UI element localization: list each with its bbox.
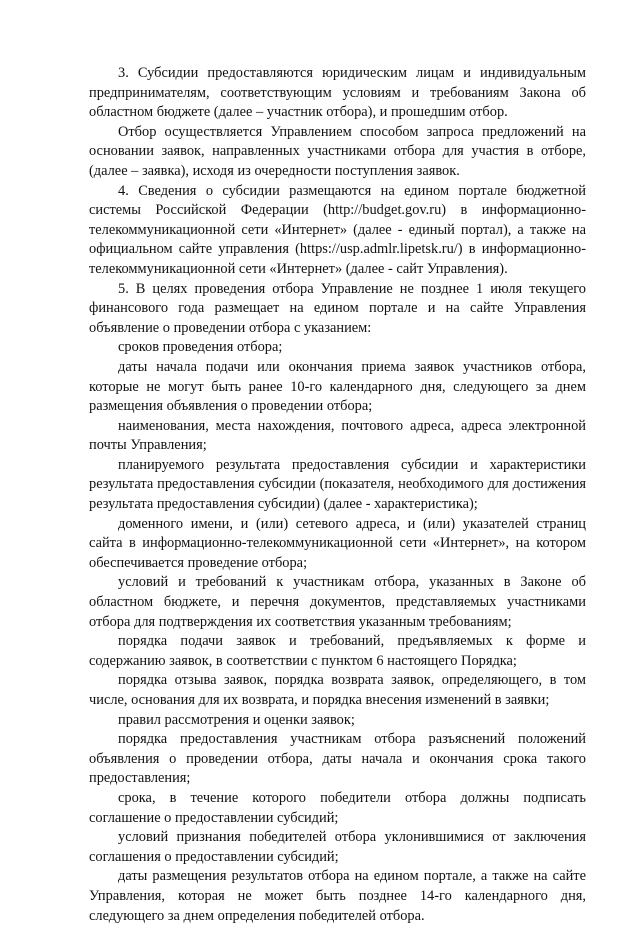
list-item-clarifications: порядка предоставления участникам отбора разъяснений положений объявления о проведении отбора, даты начала и окончания срока такого предоставления; (89, 731, 586, 787)
list-item-participant-requirements: условий и требований к участникам отбора, указанных в Законе об областном бюджете, и перечня документов, представляемых участниками отбора для подтверждения их соответствия указанным требованиям; (89, 574, 586, 630)
paragraph-selection-method: Отбор осуществляется Управлением способом запроса предложений на основании заявок, направленных участниками отбора для участия в отборе, (далее – заявка), исходя из очередности поступления заявок. (89, 123, 586, 179)
list-item-selection-terms: сроков проведения отбора; (118, 339, 283, 356)
list-item-submission-procedure: порядка подачи заявок и требований, предъявляемых к форме и содержанию заявок, в соответствии с пунктом 6 настоящего Порядка; (89, 633, 586, 669)
paragraph-5-announcement: 5. В целях проведения отбора Управление не позднее 1 июля текущего финансового года размещает на едином портале и на сайте Управления объявление о проведении отбора с указанием: (89, 280, 586, 336)
list-item-application-dates: даты начала подачи или окончания приема заявок участников отбора, которые не могут быть ранее 10-го календарного дня, следующего за днем размещения объявления о проведении отбора; (89, 358, 586, 415)
list-item-planned-result: планируемого результата предоставления субсидии и характеристики результата предоставления субсидии (показателя, необходимого для достижения результата предоставления субсидии) (далее - характеристика); (89, 456, 586, 513)
list-item-evasion-conditions: условий признания победителей отбора уклонившимися от заключения соглашения о предоставлении субсидий; (89, 829, 586, 865)
list-item-contact-details: наименования, места нахождения, почтового адреса, адреса электронной почты Управления; (89, 417, 586, 454)
paragraph-4-subsidy-info-publication: 4. Сведения о субсидии размещаются на едином портале бюджетной системы Российской Федерации (http://budget.gov.ru) в информационно-телекоммуникационной сети «Интернет» (далее - единый портал), а также на официальном сайте управления (https://usp.admlr.lipetsk.ru/) в информационно-телекоммуникационной сети «Интернет» (далее - сайт Управления). (89, 182, 586, 277)
list-item-withdrawal-procedure: порядка отзыва заявок, порядка возврата заявок, определяющего, в том числе, основания для их возврата, и порядка внесения изменений в заявки; (89, 672, 586, 708)
list-item-signing-deadline: срока, в течение которого победители отбора должны подписать соглашение о предоставлении субсидий; (89, 789, 586, 826)
paragraph-3-subsidies-recipients: 3. Субсидии предоставляются юридическим лицам и индивидуальным предпринимателям, соответствующим условиям и требованиям Закона об областном бюджете (далее – участник отбора), и прошедшим отбор. (89, 65, 586, 121)
list-item-results-publication: даты размещения результатов отбора на едином портале, а также на сайте Управления, которая не может быть позднее 14-го календарного дня, следующего за днем определения победителей отбора. (89, 868, 586, 924)
list-item-review-rules: правил рассмотрения и оценки заявок; (118, 711, 355, 728)
list-item-domain-name: доменного имени, и (или) сетевого адреса, и (или) указателей страниц сайта в информационно-телекоммуникационной сети «Интернет», на котором обеспечивается проведение отбора; (89, 515, 586, 571)
